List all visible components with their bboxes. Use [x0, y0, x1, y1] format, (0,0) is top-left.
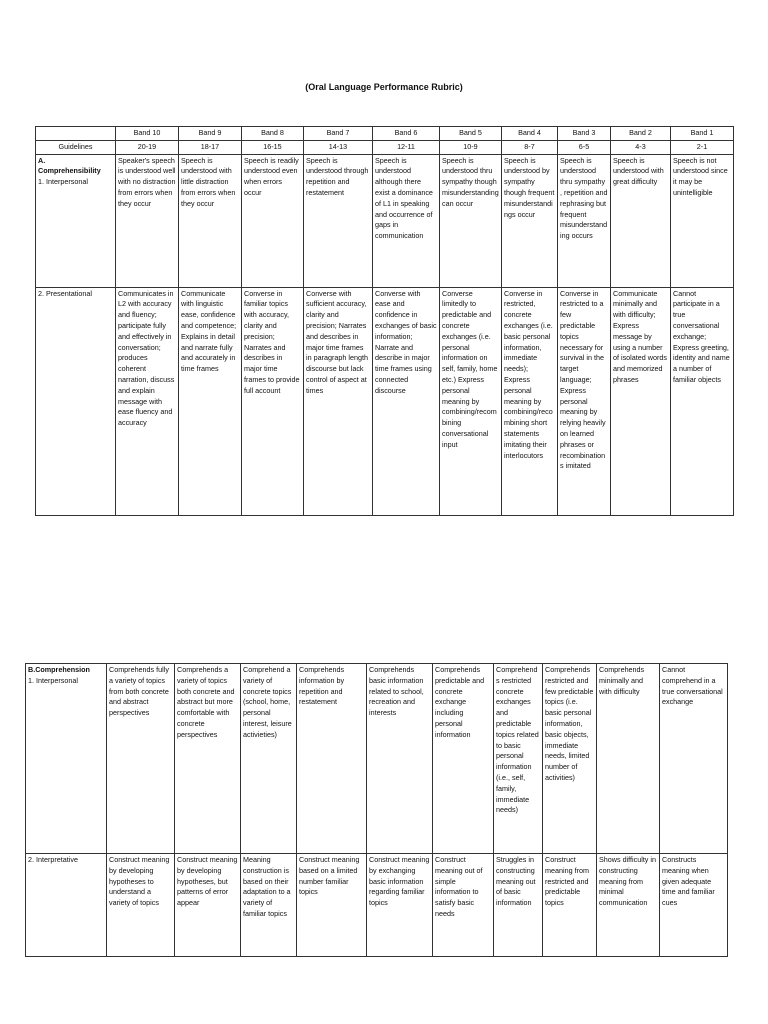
- band-header-row: [36, 127, 734, 141]
- score-range: 10-9: [440, 140, 502, 154]
- band-header: Band 6: [373, 127, 440, 141]
- rubric-cell: Cannot participate in a true conversational exchange; Express greeting, identity and name a number of familiar objects: [671, 287, 734, 515]
- rubric-cell: Converse with sufficient accuracy, clarity and precision; Narrates and describes in major time frames in paragraph length discourse but lack control of aspect at times: [304, 287, 373, 515]
- rubric-table-part-2: [25, 663, 728, 957]
- rubric-cell: Communicates in L2 with accuracy and fluency; participate fully and effectively in conversation; produces coherent narration, discuss and explain message with ease fluency and accuracy: [116, 287, 179, 515]
- band-header: Band 5: [440, 127, 502, 141]
- band-header: Band 2: [611, 127, 671, 141]
- rubric-cell: Construct meaning from restricted and predictable topics: [543, 854, 597, 957]
- rubric-cell: Speech is not understood since it may be unintelligible: [671, 154, 734, 287]
- rubric-cell: Constructs meaning when given adequate time and familiar cues: [660, 854, 728, 957]
- band-header: Band 10: [116, 127, 179, 141]
- rubric-cell: Converse limitedly to predictable and concrete exchanges (i.e. personal information on self, family, home etc.) Express personal meaning by combining/recombining conversational input: [440, 287, 502, 515]
- rubric-cell: Meaning construction is based on their adaptation to a variety of familiar topics: [241, 854, 297, 957]
- rubric-cell: Struggles in constructing meaning out of basic information: [494, 854, 543, 957]
- rubric-cell: Communicate with linguistic ease, confidence and competence; Explains in detail and narrate fully and accurately in time frames: [179, 287, 242, 515]
- rubric-cell: Comprehends information by repetition and restatement: [297, 664, 367, 854]
- comprehensibility-presentational-row: [36, 287, 734, 515]
- band-header: Band 3: [558, 127, 611, 141]
- band-header: Band 8: [242, 127, 304, 141]
- page-title: (Oral Language Performance Rubric): [305, 82, 463, 92]
- rubric-cell: Speaker's speech is understood well with no distraction from errors when they occur: [116, 154, 179, 287]
- rubric-cell: Construct meaning by developing hypotheses to understand a variety of topics: [107, 854, 175, 957]
- rubric-cell: Cannot comprehend in a true conversational exchange: [660, 664, 728, 854]
- row-label-cell: [26, 664, 107, 854]
- score-range: 4-3: [611, 140, 671, 154]
- rubric-cell: Speech is understood by sympathy though frequent misunderstandings occur: [502, 154, 558, 287]
- section-letter: A.: [38, 155, 46, 165]
- rubric-cell: Communicate minimally and with difficulty; Express message by using a number of isolated words and memorized phrases: [611, 287, 671, 515]
- rubric-cell: Converse in familiar topics with accuracy, clarity and precision; Narrates and describes in major time frames to provide full account: [242, 287, 304, 515]
- row-label: 2. Interpretative: [26, 854, 107, 957]
- band-header: Band 4: [502, 127, 558, 141]
- row-label: 1. Interpersonal: [28, 675, 78, 685]
- rubric-cell: Comprehends predictable and concrete exchange including personal information: [433, 664, 494, 854]
- band-header: Band 1: [671, 127, 734, 141]
- row-label: 1. Interpersonal: [38, 177, 88, 187]
- section-heading: Comprehensibility: [38, 166, 101, 176]
- rubric-cell: Speech is understood with little distraction from errors when they occur: [179, 154, 242, 287]
- rubric-cell: Comprehends minimally and with difficulty: [597, 664, 660, 854]
- rubric-cell: Construct meaning by developing hypotheses, but patterns of error appear: [175, 854, 241, 957]
- score-range: 6-5: [558, 140, 611, 154]
- rubric-cell: Converse with ease and confidence in exchanges of basic information; Narrate and describe in major time frames using connected discourse: [373, 287, 440, 515]
- comprehension-interpersonal-row: [26, 664, 728, 854]
- band-header: Band 9: [179, 127, 242, 141]
- section-heading: B.Comprehension: [28, 665, 90, 674]
- rubric-cell: Speech is readily understood even when errors occur: [242, 154, 304, 287]
- guidelines-label: Guidelines: [36, 140, 116, 154]
- score-range: 2-1: [671, 140, 734, 154]
- row-label: 2. Presentational: [36, 287, 116, 515]
- rubric-cell: Speech is understood although there exist a dominance of L1 in speaking and occurrence of gaps in communication: [373, 154, 440, 287]
- blank-header-cell: [36, 127, 116, 141]
- rubric-cell: Speech is understood through repetition and restatement: [304, 154, 373, 287]
- score-range: 20-19: [116, 140, 179, 154]
- rubric-cell: Construct meaning out of simple information to satisfy basic needs: [433, 854, 494, 957]
- rubric-cell: Comprehend a variety of concrete topics (school, home, personal interest, leisure activieties): [241, 664, 297, 854]
- score-range: 12-11: [373, 140, 440, 154]
- band-header: Band 7: [304, 127, 373, 141]
- rubric-cell: Comprehends basic information related to school, recreation and interests: [367, 664, 433, 854]
- rubric-cell: Shows difficulty in constructing meaning from minimal communication: [597, 854, 660, 957]
- rubric-cell: Speech is understood thru sympathy though misunderstanding can occur: [440, 154, 502, 287]
- rubric-cell: Speech is understood with great difficulty: [611, 154, 671, 287]
- score-range: 16-15: [242, 140, 304, 154]
- score-range: 18-17: [179, 140, 242, 154]
- rubric-cell: Converse in restricted, concrete exchanges (i.e. basic personal information, immediate needs); Express personal meaning by combining/recombining short statements imitating their interlocutors: [502, 287, 558, 515]
- rubric-table-part-1: [35, 126, 734, 516]
- rubric-cell: Comprehends restricted and few predictable topics (i.e. basic personal information, basic objects, immediate needs, limited number of activities): [543, 664, 597, 854]
- rubric-cell: Construct meaning by exchanging basic information regarding familiar topics: [367, 854, 433, 957]
- score-range: 8-7: [502, 140, 558, 154]
- score-row: [36, 140, 734, 154]
- score-range: 14-13: [304, 140, 373, 154]
- rubric-cell: Comprehends fully a variety of topics from both concrete and abstract perspectives: [107, 664, 175, 854]
- rubric-cell: Speech is understood thru sympathy , repetition and rephrasing but frequent misunderstanding occurs: [558, 154, 611, 287]
- rubric-cell: Converse in restricted to a few predictable topics necessary for survival in the target language; Express personal meaning by relying heavily on learned phrases or recombinations imitated: [558, 287, 611, 515]
- rubric-cell: Construct meaning based on a limited number familiar topics: [297, 854, 367, 957]
- comprehension-interpretative-row: [26, 854, 728, 957]
- comprehensibility-interpersonal-row: [36, 154, 734, 287]
- rubric-cell: Comprehends a variety of topics both concrete and abstract but more comfortable with concrete perspectives: [175, 664, 241, 854]
- rubric-cell: Comprehends restricted concrete exchanges and predictable topics related to basic personal information (i.e., self, family, immediate needs): [494, 664, 543, 854]
- row-label-cell: [36, 154, 116, 287]
